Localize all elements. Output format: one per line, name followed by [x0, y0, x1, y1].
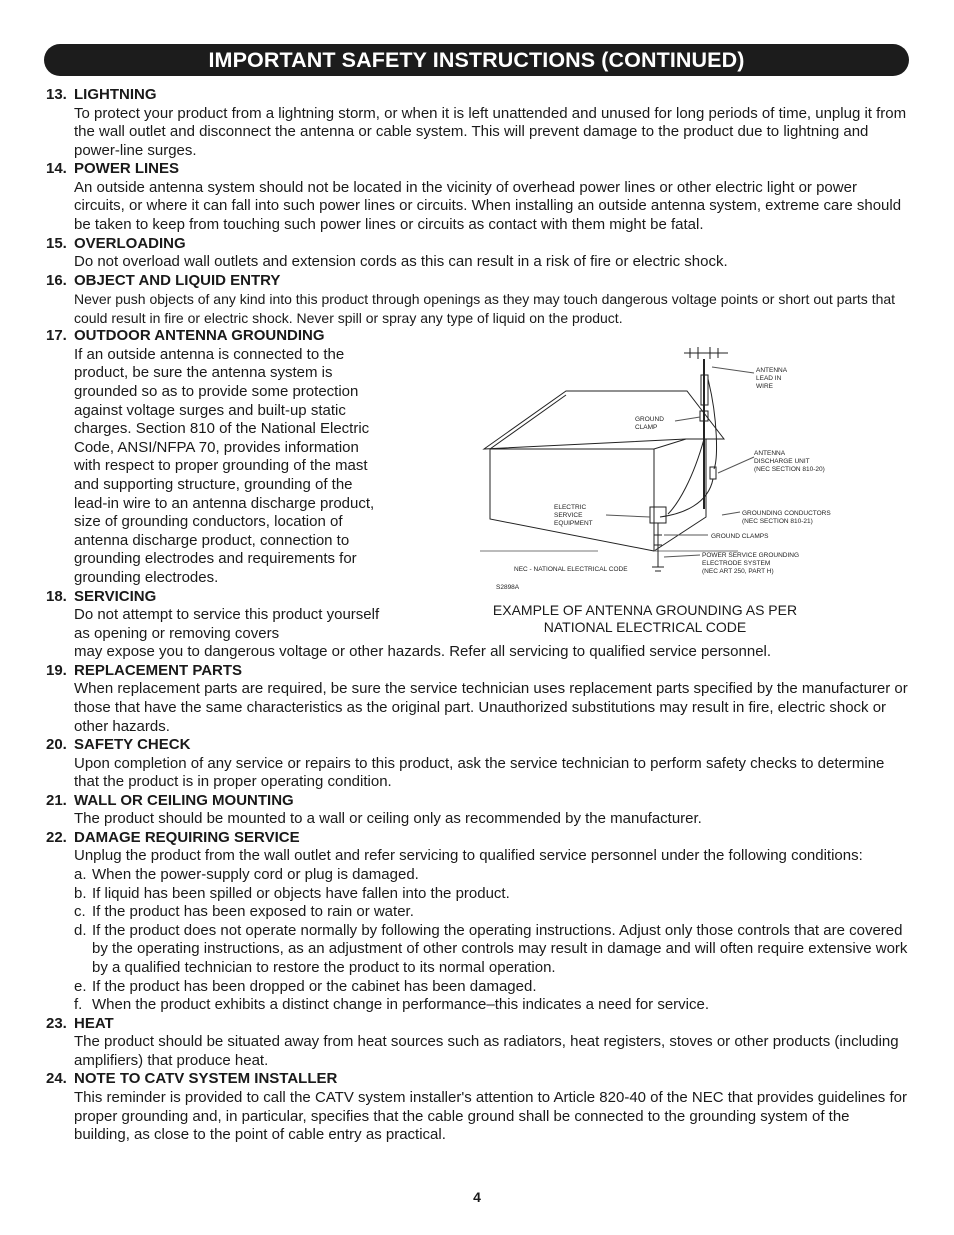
section-body: Do not overload wall outlets and extension cords as this can result in a risk of fire or electric shock. — [74, 253, 728, 271]
section-number: 17. — [46, 327, 67, 345]
section-body: This reminder is provided to call the CATV system installer's attention to Article 820-40 of the NEC that provides guidelines for proper grounding and, in particular, specifies that the cable ground shall be connected to the grounding system of the building, as close to the point of cable entry as practical. — [74, 1088, 907, 1144]
list-item — [74, 978, 908, 997]
section-number: 15. — [46, 234, 67, 252]
section-body: When replacement parts are required, be sure the service technician uses replacement parts specified by the manufacturer or those that have the same characteristics as the original part. Unauthorized substitutions may result in fire, electric shock or other hazards. — [74, 680, 908, 735]
list-item-text: If the product has been dropped or the cabinet has been damaged. — [92, 977, 537, 995]
antenna-grounding-diagram — [478, 339, 838, 594]
section-safety-check — [0, 736, 954, 792]
section-number: 24. — [46, 1070, 67, 1088]
page-title: IMPORTANT SAFETY INSTRUCTIONS (CONTINUED) — [208, 48, 745, 72]
list-item-text: When the product exhibits a distinct change in performance–this indicates a need for service. — [92, 996, 710, 1014]
section-number: 19. — [46, 661, 67, 679]
section-title: POWER LINES — [74, 160, 180, 178]
list-item-text: If the product does not operate normally by following the operating instructions. Adjust only those controls that are covered by the operating instructions, as an adjustment of other controls may result in damage and will often require extensive work by a qualified technician to restore the product to its normal operation. — [92, 921, 908, 976]
section-title: SERVICING — [74, 587, 157, 605]
label-antenna-lead-in-3: WIRE — [756, 383, 773, 390]
section-title: WALL OR CEILING MOUNTING — [74, 791, 294, 809]
section-body: The product should be situated away from heat sources such as radiators, heat registers, stoves or other products (including amplifiers) that produce heat. — [74, 1033, 899, 1069]
section-number: 22. — [46, 828, 67, 846]
label-power-service-2: ELECTRODE SYSTEM — [702, 560, 771, 567]
section-title: NOTE TO CATV SYSTEM INSTALLER — [74, 1070, 338, 1088]
section-catv-installer-note — [0, 1070, 954, 1144]
list-item-letter: c. — [74, 903, 86, 921]
section-overloading — [0, 235, 954, 272]
section-body: Unplug the product from the wall outlet and refer servicing to qualified service personnel under the following conditions: — [74, 847, 863, 865]
label-antenna-lead-in-1: ANTENNA — [756, 367, 788, 374]
label-electric-service-3: EQUIPMENT — [554, 520, 593, 527]
section-body: The product should be mounted to a wall or ceiling only as recommended by the manufacturer. — [74, 810, 702, 828]
section-number: 20. — [46, 736, 67, 754]
label-grounding-conductors-2: (NEC SECTION 810-21) — [742, 518, 813, 525]
section-body: To protect your product from a lightning storm, or when it is left unattended and unused for long periods of time, unplug it from the wall outlet and disconnect the antenna or cable system. This will prevent damage to the product due to lightning and power-line surges. — [74, 104, 907, 159]
section-body: An outside antenna system should not be located in the vicinity of overhead power lines or other electric light or power circuits, or where it can fall into such power lines or circuits. When installing an outside antenna system, extreme care should be taken to keep from touching such power lines or circuits as contact with them might be fatal. — [74, 178, 902, 233]
page-title-banner — [44, 44, 909, 76]
figure-caption-line-1: EXAMPLE OF ANTENNA GROUNDING AS PER — [492, 602, 798, 618]
list-item-letter: f. — [74, 996, 83, 1014]
list-item-letter: d. — [74, 921, 87, 939]
section-number: 21. — [46, 791, 67, 809]
label-discharge-unit-1: ANTENNA — [754, 450, 786, 457]
section-title: OVERLOADING — [74, 234, 186, 252]
label-power-service-1: POWER SERVICE GROUNDING — [702, 552, 800, 559]
section-power-lines — [0, 160, 954, 234]
house-illustration — [478, 339, 838, 594]
label-electric-service-1: ELECTRIC — [554, 504, 587, 511]
list-item — [74, 996, 908, 1015]
list-item-text: If the product has been exposed to rain or water. — [92, 903, 414, 921]
figure-caption-line-2: NATIONAL ELECTRICAL CODE — [543, 619, 747, 635]
section-body-narrow: Do not attempt to service this product yourself as opening or removing covers — [74, 606, 380, 642]
section-title: LIGHTNING — [74, 86, 157, 103]
section-body: Never push objects of any kind into this product through openings as they may touch dangerous voltage points or short out parts that could result in fire or electric shock. Never spill or spray any type of liquid on the product. — [74, 291, 896, 326]
label-discharge-unit-2: DISCHARGE UNIT — [754, 458, 810, 465]
section-replacement-parts — [0, 662, 954, 736]
figure-caption — [470, 602, 820, 636]
section-heat — [0, 1015, 954, 1071]
list-item — [74, 885, 908, 904]
section-number: 23. — [46, 1014, 67, 1032]
section-wall-ceiling-mounting — [0, 792, 954, 829]
list-item-letter: b. — [74, 884, 87, 902]
page-number: 4 — [473, 1189, 481, 1205]
list-item-letter: e. — [74, 977, 87, 995]
section-number: 13. — [46, 86, 67, 103]
label-ground-clamps: GROUND CLAMPS — [711, 533, 769, 540]
label-nec: NEC - NATIONAL ELECTRICAL CODE — [514, 566, 628, 573]
section-title: DAMAGE REQUIRING SERVICE — [74, 828, 300, 846]
list-item — [74, 866, 908, 885]
label-grounding-conductors-1: GROUNDING CONDUCTORS — [742, 510, 831, 517]
section-number: 14. — [46, 160, 67, 178]
list-item-text: If liquid has been spilled or objects have fallen into the product. — [92, 884, 510, 902]
section-title: REPLACEMENT PARTS — [74, 661, 243, 679]
figure-code: S2898A — [496, 584, 520, 591]
list-item — [74, 922, 908, 978]
label-ground-clamp-1: GROUND — [635, 416, 664, 423]
section-title: SAFETY CHECK — [74, 736, 191, 754]
label-discharge-unit-3: (NEC SECTION 810-20) — [754, 466, 825, 473]
section-title: OUTDOOR ANTENNA GROUNDING — [74, 327, 325, 345]
section-body-continued: may expose you to dangerous voltage or other hazards. Refer all servicing to qualified service personnel. — [74, 643, 772, 661]
section-title: OBJECT AND LIQUID ENTRY — [74, 271, 281, 289]
section-number: 16. — [46, 271, 67, 289]
list-item — [74, 903, 908, 922]
section-object-liquid-entry — [0, 272, 954, 328]
section-damage-requiring-service — [0, 829, 954, 1015]
label-ground-clamp-2: CLAMP — [635, 424, 658, 431]
label-antenna-lead-in-2: LEAD IN — [756, 375, 782, 382]
section-number: 18. — [46, 587, 67, 605]
section-lightning — [0, 86, 954, 160]
label-electric-service-2: SERVICE — [554, 512, 583, 519]
section-body: Upon completion of any service or repairs to this product, ask the service technician to perform safety checks to determine that the product is in proper operating condition. — [74, 754, 885, 791]
label-power-service-3: (NEC ART 250, PART H) — [702, 568, 774, 575]
section-body: If an outside antenna is connected to the product, be sure the antenna system is grounded so as to provide some protection against voltage surges and built-up static charges. Section 810 of the National Electric Code, ANSI/NFPA 70, provides information with respect to proper grounding of the mast and supporting structure, grounding of the lead-in wire to an antenna discharge product, size of grounding conductors, location of antenna discharge product, connection to grounding electrodes and requirements for grounding electrodes. — [74, 345, 375, 586]
list-item-text: When the power-supply cord or plug is damaged. — [92, 866, 419, 883]
section-title: HEAT — [74, 1014, 114, 1032]
list-item-letter: a. — [74, 866, 87, 883]
